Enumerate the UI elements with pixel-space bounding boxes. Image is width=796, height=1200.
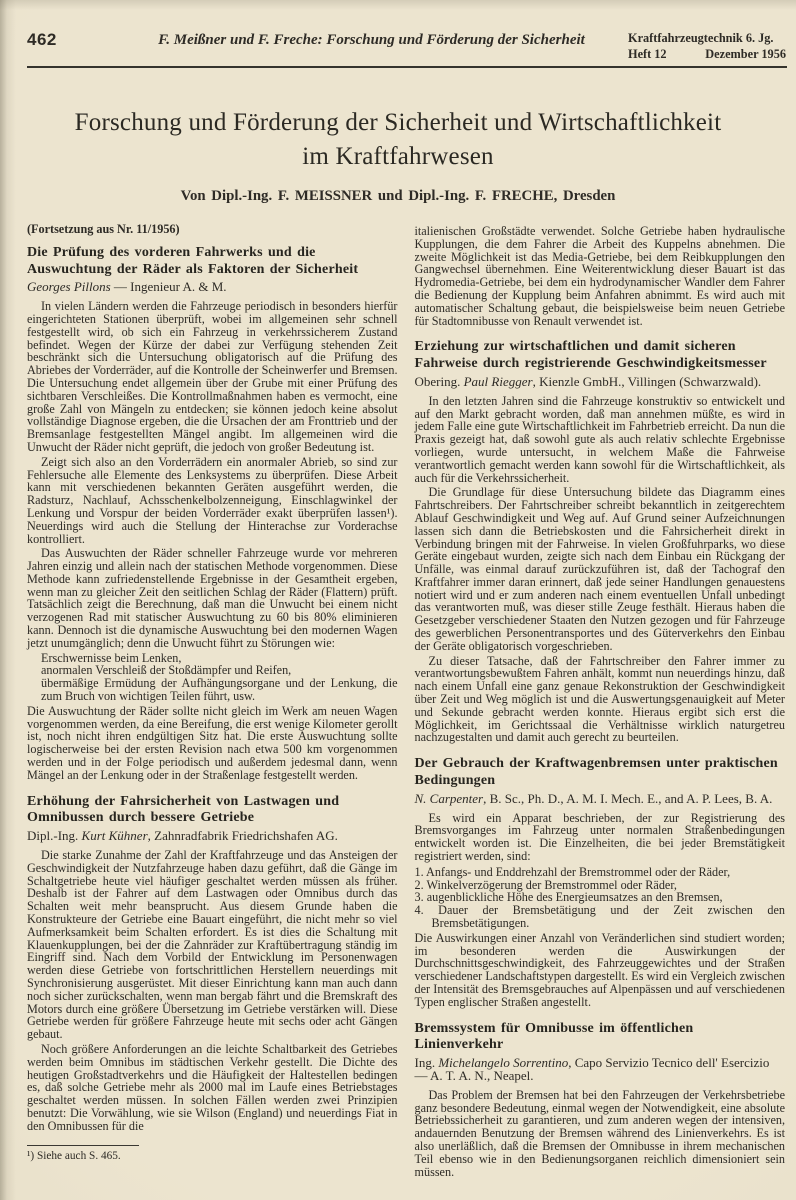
- author-affiliation: , Zahnradfabrik Friedrichshafen AG.: [147, 828, 338, 844]
- journal-issue: Heft 12: [628, 46, 667, 61]
- title-line-2: im Kraftfahrwesen: [302, 143, 494, 171]
- paragraph: Die Auswuchtung der Räder sollte nicht gleich im Werk am neuen Wagen vorgenommen werden, da eine Bereifung, die erst wenige Kilometer gerollt ist, noch nicht ihren endgültigen Sitz hat. Die erste Auswuchtung sollte logischerweise bei der ersten Revision nach etwa 500 km vorgenommen werden und in der Folge periodisch und außerdem jedesmal dann, wenn Mängel an der Lenkung oder in der Straßenlage festgestellt werden.: [27, 703, 398, 782]
- article-byline: Von Dipl.-Ing. F. MEISSNER und Dipl.-Ing. F. FRECHE, Dresden: [180, 187, 616, 204]
- disturbance-list: [41, 652, 398, 703]
- list-item: 1. Anfangs- und Enddrehzahl der Bremstrommel oder der Räder,: [414, 864, 731, 879]
- footnote-rule: [27, 1145, 139, 1146]
- header-rule: [27, 66, 787, 68]
- paragraph: Das Problem der Bremsen hat bei den Fahrzeugen der Verkehrsbetriebe ganz besondere Bedeutung, einmal wegen der Notwendigkeit, eine absolute Betriebssicherheit zu garantieren, und zum anderen wegen der intensiven, andauernden Benutzung der Bremsen während des Linienverkehrs. Es ist also unerläßlich, daß die Bremsen der Omnibusse in ihrem mechanischen Teil ebenso wie in den Bedienungsorganen reichlich dimensioniert sein müssen.: [414, 1087, 785, 1179]
- right-column: [415, 223, 786, 1178]
- paragraph: Noch größere Anforderungen an die leichte Schaltbarkeit des Getriebes werden beim Omnibus im städtischen Verkehr gestellt. Die Dichte des heutigen Großstadtverkehrs und die Häufigkeit der Haltestellen bedingen es, daß solche Getriebe mehr als 2000 mal im Laufe eines Betriebstages geschaltet werden müssen. In solchen Fällen werden zwei Prinzipien benutzt: Die Vorwählung, wie sie Wilson (England) und neuerdings Fiat in den Omnibussen für die: [27, 1041, 398, 1133]
- author-affiliation: — Ingenieur A. & M.: [110, 279, 227, 295]
- section-author-kuehner: [27, 830, 398, 843]
- author-affiliation: , Kienzle GmbH., Villingen (Schwarzwald).: [532, 373, 762, 389]
- journal-info: [628, 30, 786, 63]
- list-item: Erschwernisse beim Lenken,: [41, 650, 182, 665]
- author-name: Kurt Kühner: [81, 828, 148, 844]
- section-heading-geschwindigkeitsmesser: Erziehung zur wirtschaftlichen und damit sicheren Fahrweise durch registrierende Geschwindigkeitsmesser: [414, 339, 767, 372]
- paragraph: Das Auswuchten der Räder schneller Fahrzeuge wurde vor mehreren Jahren einzig und allein nach der statischen Methode vorgenommen. Diese Methode kann zufriedenstellende Ergebnisse in der Gesamtheit ergeben, wenn man zu gleicher Zeit den seitlichen Schlag der Räder (Flattern) prüft. Tatsächlich zeigt die Berechnung, daß man die Unwucht bei einem nicht verzogenen Rad mit statischer Auswuchtung zu 60 bis 80% eliminieren kann. Dennoch ist die dynamische Auswuchtung bei den modernen Wagen jetzt unumgänglich; denn die Unwucht führt zu Störungen wie:: [27, 546, 398, 650]
- author-title: Ing.: [414, 1055, 439, 1071]
- paragraph: italienischen Großstädte verwendet. Solche Getriebe haben hydraulische Kupplungen, die dem Fahrer die Arbeit des Kuppelns abnehmen. Die zweite Möglichkeit ist das Media-Getriebe, bei dem Reibkupplungen den Gangwechsel übernehmen. Eine Weiterentwicklung dieser Bauart ist das Hydromedia-Getriebe, bei dem ein hydrodynamischer Wandler dem Fahrer die Bedienung der Kupplung beim Anfahren abnimmt. Es wird auch mit automatischer Schaltung gebaut, die beispielsweise beim neuen Getriebe für Stadtomnibusse von Renault verwendet ist.: [414, 223, 785, 328]
- list-item: anormalen Verschleiß der Stoßdämpfer und Reifen,: [41, 663, 292, 678]
- list-item: 3. augenblickliche Höhe des Energieumsatzes an den Bremsen,: [414, 890, 723, 905]
- running-title: F. Meißner und F. Freche: Forschung und Förderung der Sicherheit: [158, 32, 585, 48]
- page-number: 462: [27, 30, 57, 49]
- paragraph: In vielen Ländern werden die Fahrzeuge periodisch in besonders hierfür eingerichteten Stationen überprüft, wobei im allgemeinen sehr schnell festgestellt wird, ob sich ein Fahrzeug in verkehrssicherem Zustand befindet. Wegen der Kürze der dabei zur Verfügung stehenden Zeit beschränkt sich die Untersuchung obligatorisch auf die Prüfung des Abriebes der Vorderräder, auf die Kontrolle der Scheinwerfer und Bremsen. Die Untersuchung endet allgemein über der Grube mit einer Prüfung des sichtbaren Verschleißes. Die Kontrollmaßnahmen haben es vermocht, eine große Zahl von Mängeln zu entdecken; sie können jedoch keine absolut vollständige Diagnose ergeben, die die Ursachen der am Fronttrieb und der Bremsanlage festgestellten Mängel angibt. Im allgemeinen wird die Unwucht der Räder nicht geprüft, die jedoch von großer Bedeutung ist.: [27, 299, 398, 454]
- section-author-pillons: [27, 281, 398, 294]
- article-title: [20, 106, 776, 175]
- author-name: Paul Riegger: [463, 373, 533, 389]
- journal-issue-line: [628, 47, 786, 63]
- footnote: [27, 1145, 398, 1163]
- continuation-note: (Fortsetzung aus Nr. 11/1956): [27, 221, 180, 236]
- paragraph: In den letzten Jahren sind die Fahrzeuge konstruktiv so entwickelt und auf den Markt gebracht worden, daß man annehmen müßte, es wird in jedem Falle eine gute Wirtschaftlichkeit im Fahrbetrieb erreicht. Da nun die Praxis gezeigt hat, daß sowohl gute als auch relativ schlechte Ergebnisse vorliegen, wurde untersucht, in welchem Maße die Fahrweise verantwortlich gemacht werden kann sowohl für die Wirtschaftlichkeit, als auch für die Verkehrssicherheit.: [414, 393, 785, 485]
- registered-details-list: [415, 866, 786, 930]
- author-name: Georges Pillons: [27, 279, 111, 295]
- author-affiliation: , B. Sc., Ph. D., A. M. I. Mech. E., and A. P. Lees, B. A.: [483, 790, 773, 806]
- two-column-body: [0, 205, 796, 1178]
- list-item: 2. Winkelverzögerung der Bremstrommel oder Räder,: [414, 877, 677, 892]
- list-item: übermäßige Ermüdung der Aufhängungsorgane und der Lenkung, die zum Bruch von wichtigen Teilen führt, usw.: [41, 676, 398, 704]
- paragraph: Es wird ein Apparat beschrieben, der zur Registrierung des Bremsvorganges im Fahrzeug unter normalen Straßenbedingungen entwickelt worden ist. Die Einzelheiten, die bei jeder Bremstätigkeit registriert werden, sind:: [414, 810, 785, 864]
- paragraph: Zu dieser Tatsache, daß der Fahrtschreiber den Fahrer immer zu verantwortungsbewußtem Fahren anhält, kommt nun neuerdings hinzu, daß nach einem Unfall eine ganz genaue Rekonstruktion der Geschwindigkeit über Zeit und Weg möglich ist und die Auswertungsgenauigkeit auf Meter und Sekunde gebracht werden konnte. Hieraus ergibt sich erst die Möglichkeit, im Gerichtssaal die Verhältnisse wirklich naturgetreu nachzugestalten und damit auch gerecht zu beurteilen.: [414, 653, 785, 745]
- section-heading-kraftwagenbremsen: Der Gebrauch der Kraftwagenbremsen unter praktischen Bedingungen: [414, 756, 778, 789]
- section-author-carpenter: [414, 790, 786, 806]
- author-title: Dipl.-Ing.: [27, 828, 82, 844]
- title-line-1: Forschung und Förderung der Sicherheit und Wirtschaftlichkeit: [74, 108, 722, 136]
- journal-date: Dezember 1956: [705, 46, 786, 61]
- section-heading-getriebe: Erhöhung der Fahrsicherheit von Lastwagen und Omnibussen durch bessere Getriebe: [27, 793, 340, 826]
- section-author-sorrentino: [415, 1057, 786, 1083]
- author-affiliation: , Capo Servizio Tecnico dell' Esercizio — A. T. A. N., Neapel.: [414, 1055, 770, 1083]
- section-author-riegger: [414, 373, 786, 389]
- paragraph: Die Auswirkungen einer Anzahl von Veränderlichen sind studiert worden; im besonderen werden die Auswirkungen der Durchschnittsgeschwindigkeit, des Fahrzeuggewichtes und der Straßen verschiedener Landschaftstypen dargestellt. Es wird ein Vergleich zwischen der Intensität des Bremsgebrauches auf Alpenpässen und auf verschiedenen Typen englischer Straßen angestellt.: [414, 930, 785, 1009]
- list-item: 4. Dauer der Bremsbetätigung und der Zeit zwischen den Bremsbetätigungen.: [414, 903, 785, 931]
- section-heading-pruefung: Die Prüfung des vorderen Fahrwerks und die Auswuchtung der Räder als Faktoren der Sicherheit: [27, 244, 359, 277]
- author-name: N. Carpenter: [414, 790, 484, 806]
- section-heading-bremssystem: Bremssystem für Omnibusse im öffentlichen Linienverkehr: [414, 1020, 694, 1053]
- author-title: Obering.: [414, 373, 464, 389]
- paragraph: Die Grundlage für diese Untersuchung bildete das Diagramm eines Fahrtschreibers. Der Fahrtschreiber schreibt bekanntlich in zeitgerechtem Ablauf Geschwindigkeit und Weg auf. Auf Grund seiner Aufzeichnungen lassen sich dann die Betriebskosten und die Fahrsicherheit direkt in Verbindung bringen mit der Fahrweise. In vielen Großfuhrparks, wo diese Geräte eingebaut wurden, zeigte sich nach dem Einbau ein Rückgang der Unfälle, was einmal darauf zurückzuführen ist, daß der Tachograf den Kraftfahrer immer daran erinnert, daß jede seiner Handlungen genauestens notiert wird und er zum anderen nach einem eventuellen Unfall unbedingt das verantworten muß, was dieser stille Zeuge festhält. Hieraus haben die Gesetzgeber verschiedener Staaten den Nutzen gezogen und für Fahrzeuge des gewerblichen Personentransportes und des Güterverkehrs den Einbau der Geräte obligatorisch vorgeschrieben.: [414, 485, 785, 653]
- paragraph: Zeigt sich also an den Vorderrädern ein anormaler Abrieb, so sind zur Fehlersuche alle Elemente des Lenksystems zu überprüfen. Diese Arbeit kann mit verschiedenen bekannten Geräten ausgeführt werden, die Radsturz, Nachlauf, Achsschenkelbolzenneigung, Einschlagwinkel der Lenkung und Vorspur der beiden Vorderräder exakt überprüfen lassen¹). Neuerdings wird auch die Stellung der Hinterachse zur Vorderachse kontrolliert.: [27, 454, 398, 546]
- left-column: [27, 223, 398, 1178]
- author-name: Michelangelo Sorrentino: [438, 1055, 569, 1071]
- paragraph: Die starke Zunahme der Zahl der Kraftfahrzeuge und das Ansteigen der Geschwindigkeit der Nutzfahrzeuge haben dazu geführt, daß die Gänge im Schaltgetriebe heute viel häufiger geschaltet werden müssen als früher. Deshalb ist der Fahrer auf dem Lastwagen oder Omnibus durch das Schalten weit mehr beansprucht. Aus diesem Grunde haben die Konstrukteure der Getriebe eine Bauart eingeführt, die nicht mehr so viel Aufmerksamkeit beim Schalten erfordert. Es ist dies die Schaltung mit Klauenkupplungen, bei der die Zahnräder zur Kraftübertragung ständig im Eingriff sind. Nach dem Vorbild der Entwicklung im Personenwagen werden diese Getriebe von fortschrittlichen Herstellern neuerdings mit Synchronisierung ausgerüstet. Mit dieser Einrichtung kann man auch dann noch sicher zurückschalten, wenn man bergab fährt und die Bremskraft des Motors durch eine größere Übersetzung im Getriebe verstärken will. Diese Getriebe werden für größere Fahrzeuge heute mit sechs oder acht Gängen gebaut.: [27, 848, 398, 1042]
- journal-name: Kraftfahrzeugtechnik 6. Jg.: [628, 31, 774, 45]
- footnote-text: ¹) Siehe auch S. 465.: [27, 1149, 121, 1162]
- page-header: [0, 0, 796, 63]
